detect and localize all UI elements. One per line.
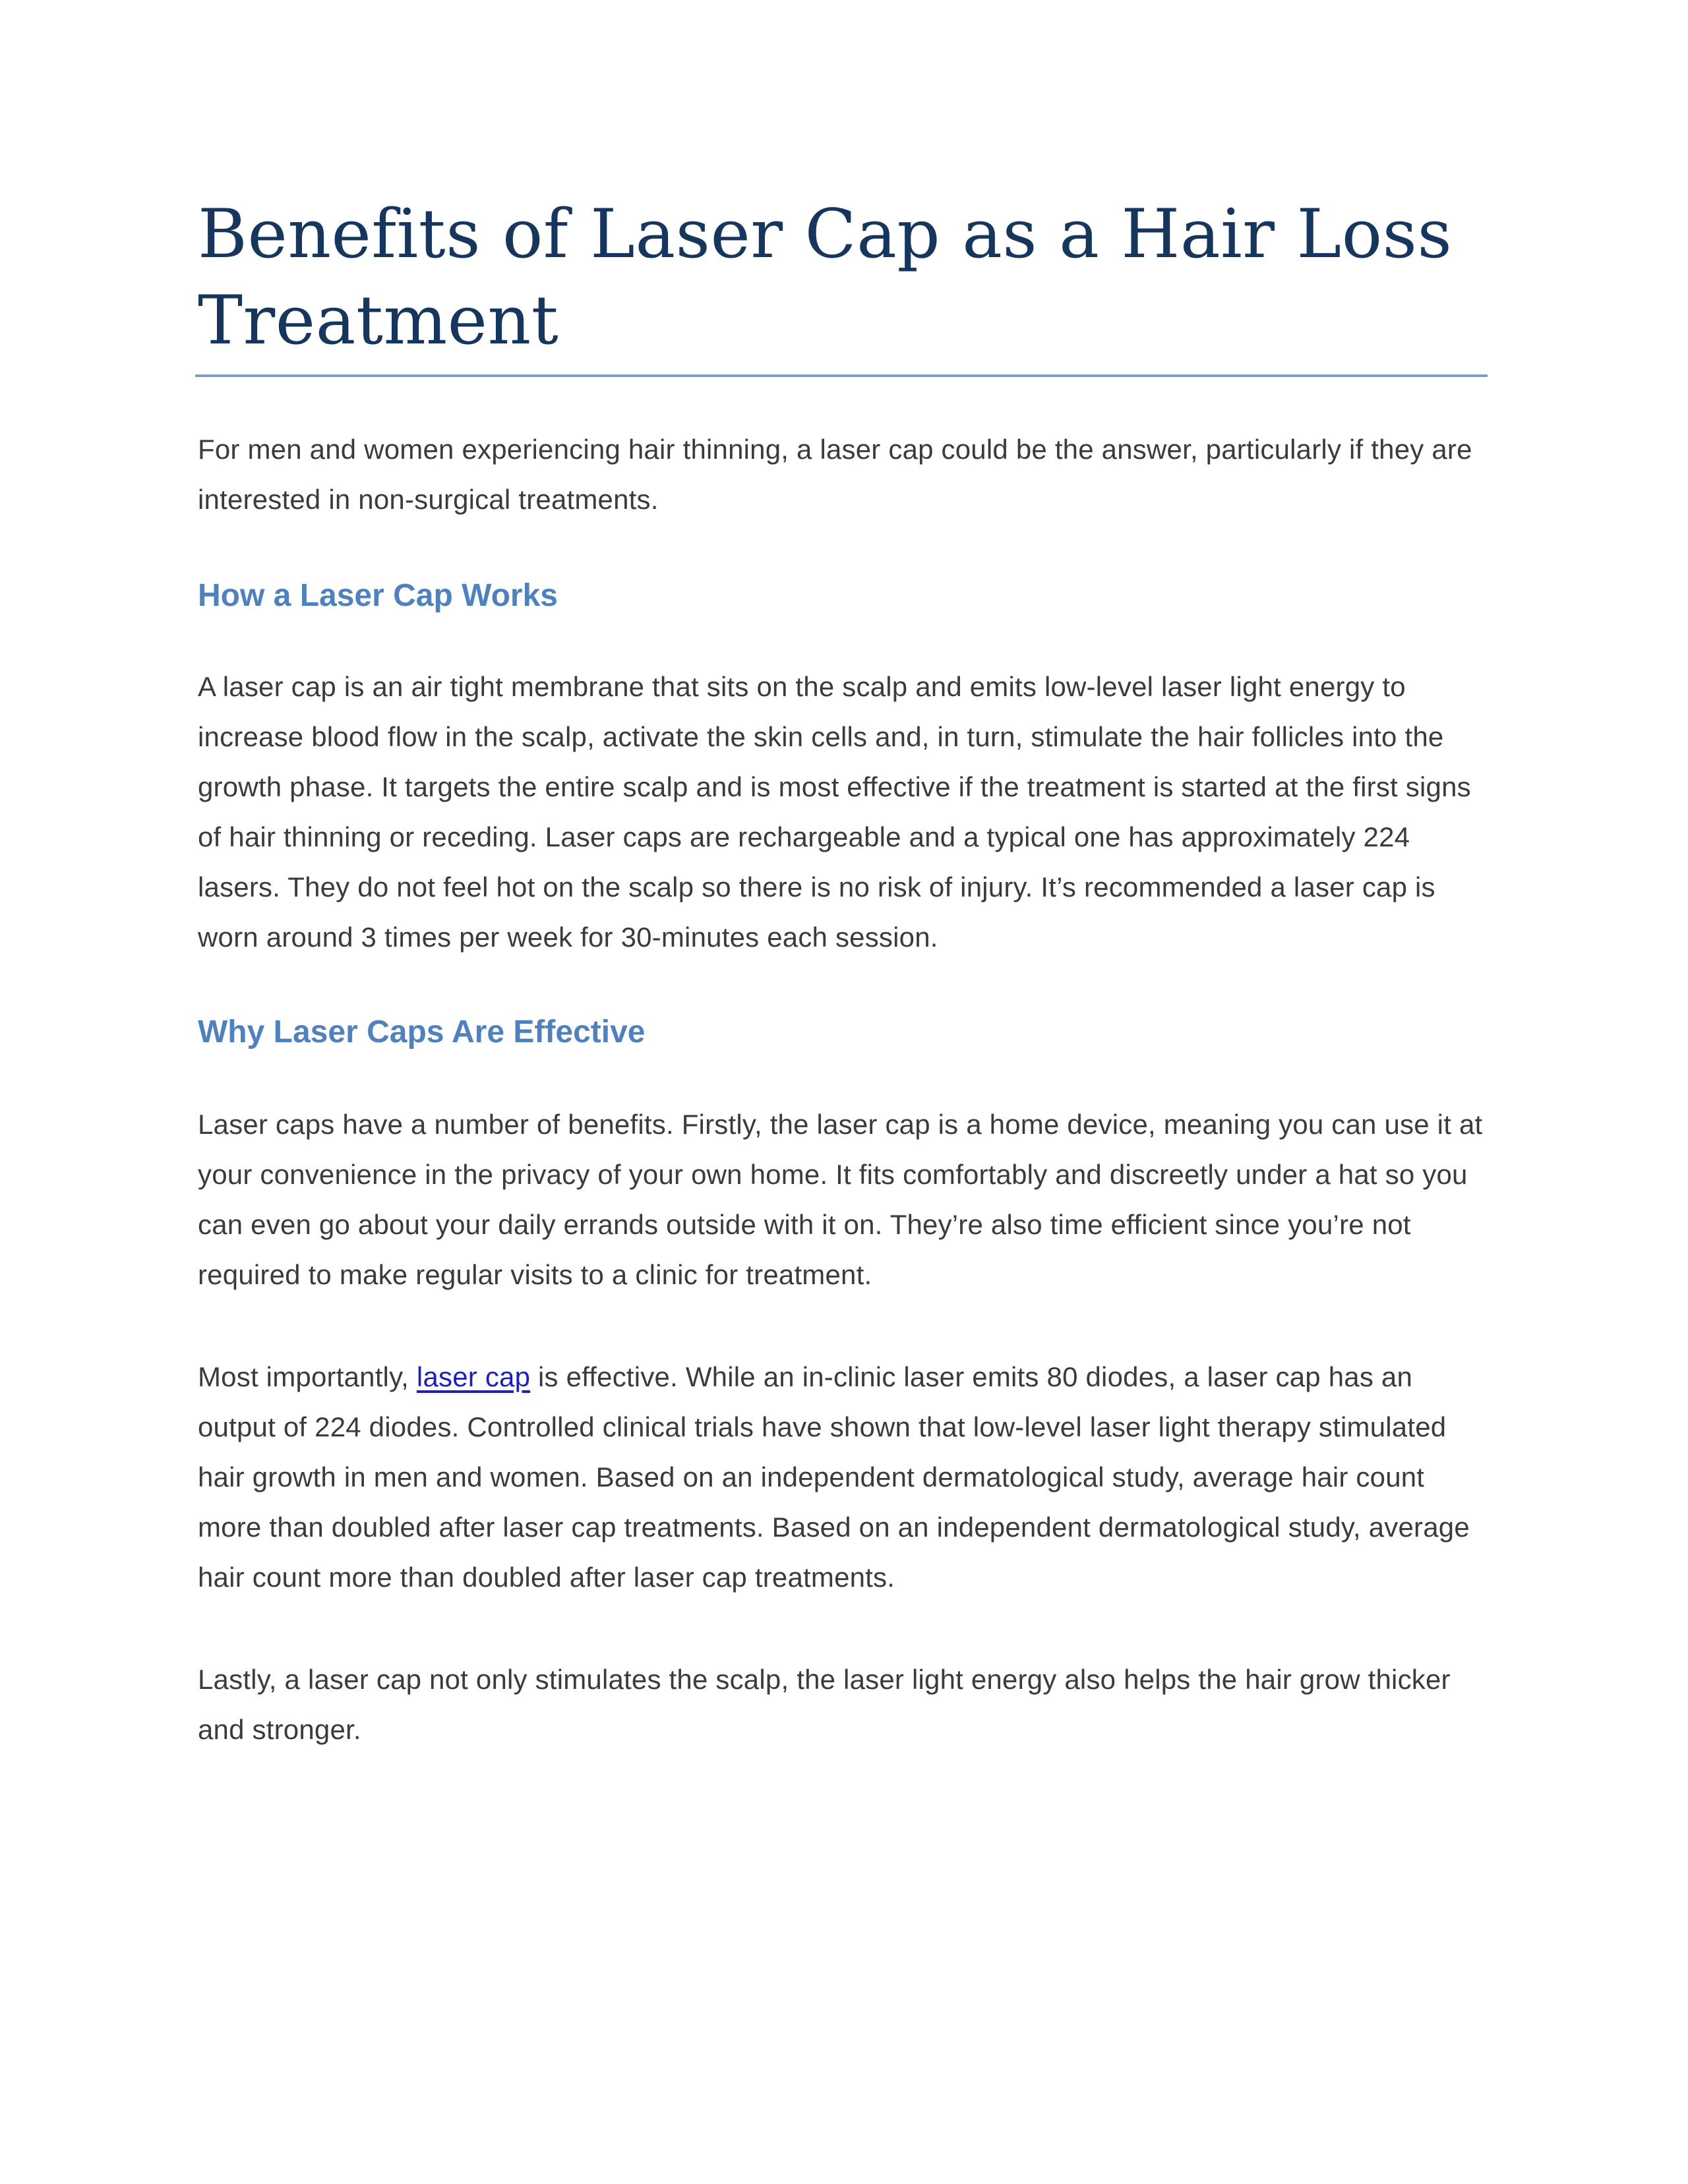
benefits-paragraph: Laser caps have a number of benefits. Firstly, the laser cap is a home device, meaning you can use it at your convenience in the privacy of your own home. It fits comfortably and discreetly under a hat so you can even go about your daily errands outside with it on. They’re also time efficient since you’re not required to make regular visits to a clinic for treatment. [198,1109,1483,1290]
document-title: Benefits of Laser Cap as a Hair Loss Treatment [198,195,1453,360]
effectiveness-text-start: Most importantly, [198,1361,417,1392]
laser-cap-link[interactable]: laser cap [416,1361,531,1392]
intro-paragraph: For men and women experiencing hair thinning, a laser cap could be the answer, particularly if they are interested in non-surgical treatments. [198,434,1472,515]
closing-paragraph: Lastly, a laser cap not only stimulates the scalp, the laser light energy also helps the hair grow thicker and stronger. [198,1664,1451,1745]
document-body [198,191,1490,1755]
section-heading-how-it-works: How a Laser Cap Works [198,578,558,613]
section-heading-why-effective: Why Laser Caps Are Effective [198,1015,646,1049]
how-it-works-paragraph: A laser cap is an air tight membrane that sits on the scalp and emits low-level laser light energy to increase blood flow in the scalp, activate the skin cells and, in turn, stimulate the hair follicles into the growth phase. It targets the entire scalp and is most effective if the treatment is started at the first signs of hair thinning or receding. Laser caps are rechargeable and a typical one has approximately 224 lasers. They do not feel hot on the scalp so there is no risk of injury. It’s recommended a laser cap is worn around 3 times per week for 30-minutes each session. [198,671,1471,953]
title-divider [195,374,1488,377]
effectiveness-paragraph [198,1352,1490,1603]
effectiveness-text-end: is effective. While an in-clinic laser emits 80 diodes, a laser cap has an output of 224 diodes. Controlled clinical trials have shown that low-level laser light therapy stimulated hair growth in men and women. Based on an independent dermatological study, average hair count more than doubled after laser cap treatments. Based on an independent dermatological study, average hair count more than doubled after laser cap treatments. [198,1361,1470,1593]
